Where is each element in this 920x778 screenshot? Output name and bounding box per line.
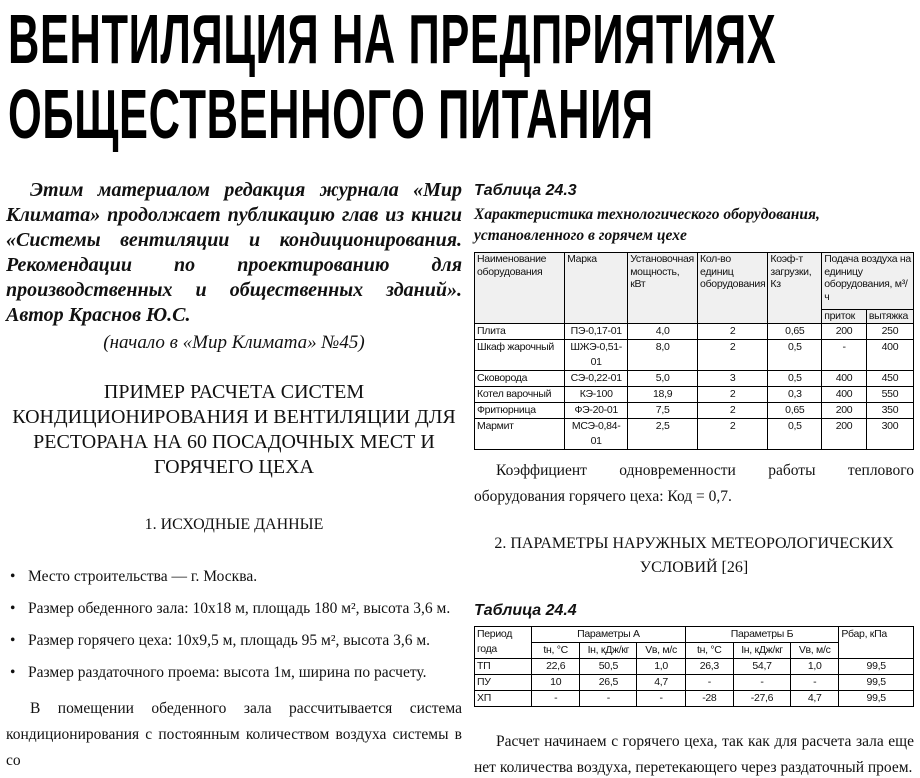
cell: 4,0 bbox=[628, 323, 698, 339]
table-row bbox=[475, 674, 914, 690]
example-heading: ПРИМЕР РАСЧЕТА СИСТЕМ КОНДИЦИОНИРОВАНИЯ И ВЕНТИЛЯЦИИ ДЛЯ РЕСТОРАНА НА 60 ПОСАДОЧНЫХ МЕСТ И ГОРЯЧЕГО ЦЕХА bbox=[12, 381, 456, 478]
list-item: • Место строительства — г. Москва. bbox=[6, 564, 462, 590]
cell: 450 bbox=[866, 370, 913, 386]
cell: 0,3 bbox=[768, 386, 822, 402]
cell: - bbox=[637, 690, 685, 706]
cell: 10 bbox=[532, 674, 580, 690]
table-24-4-caption: Таблица 24.4 bbox=[474, 601, 577, 619]
header-brand: Марка bbox=[565, 253, 628, 324]
cell: 18,9 bbox=[628, 386, 698, 402]
header-pressure: Pбар, кПа bbox=[839, 626, 914, 658]
cell: ХП bbox=[475, 690, 532, 706]
title-line-2: ОБЩЕСТВЕННОГО ПИТАНИЯ bbox=[8, 75, 654, 153]
table-header-row bbox=[475, 253, 914, 310]
cell: 2 bbox=[698, 418, 768, 449]
table-row bbox=[475, 323, 914, 339]
table-row bbox=[475, 402, 914, 418]
cell: 7,5 bbox=[628, 402, 698, 418]
table-header-row bbox=[475, 626, 914, 642]
cell: 4,7 bbox=[637, 674, 685, 690]
cell: 200 bbox=[822, 418, 867, 449]
cell: ФЭ-20-01 bbox=[565, 402, 628, 418]
climate-table bbox=[474, 626, 914, 707]
sub-header: Vв, м/с bbox=[637, 642, 685, 658]
section2-heading: 2. ПАРАМЕТРЫ НАРУЖНЫХ МЕТЕОРОЛОГИЧЕСКИХ УСЛОВИЙ [26] bbox=[494, 534, 894, 576]
cell: - bbox=[685, 674, 733, 690]
cell: 99,5 bbox=[839, 658, 914, 674]
cell: 200 bbox=[822, 323, 867, 339]
header-count: Кол-во единиц оборудования bbox=[698, 253, 768, 324]
cell: 99,5 bbox=[839, 690, 914, 706]
table-24-3-caption: Таблица 24.3 bbox=[474, 182, 577, 199]
cell: ПЭ-0,17-01 bbox=[565, 323, 628, 339]
cell: 22,6 bbox=[532, 658, 580, 674]
cell: 99,5 bbox=[839, 674, 914, 690]
sub-header: tн, °С bbox=[685, 642, 733, 658]
cell: Сковорода bbox=[475, 370, 565, 386]
header-name: Наименование оборудования bbox=[475, 253, 565, 324]
cell: 400 bbox=[866, 339, 913, 370]
table-row bbox=[475, 370, 914, 386]
cell: ШЖЭ-0,51-01 bbox=[565, 339, 628, 370]
cell: КЭ-100 bbox=[565, 386, 628, 402]
header-params-a: Параметры А bbox=[532, 626, 686, 642]
header-params-b: Параметры Б bbox=[685, 626, 839, 642]
cell: 2 bbox=[698, 339, 768, 370]
table-row bbox=[475, 690, 914, 706]
cell: 5,0 bbox=[628, 370, 698, 386]
cell: 550 bbox=[866, 386, 913, 402]
cell: ТП bbox=[475, 658, 532, 674]
table-row bbox=[475, 339, 914, 370]
left-column bbox=[6, 178, 462, 774]
sub-header: Iн, кДж/кг bbox=[580, 642, 637, 658]
table-row bbox=[475, 418, 914, 449]
section1-heading: 1. ИСХОДНЫЕ ДАННЫЕ bbox=[144, 516, 324, 533]
cell: 200 bbox=[822, 402, 867, 418]
cell: - bbox=[733, 674, 790, 690]
cell: - bbox=[580, 690, 637, 706]
article-title bbox=[8, 2, 776, 152]
header-load: Коэф-т загрузки, Кз bbox=[768, 253, 822, 324]
lead-source: (начало в «Мир Климата» №45) bbox=[103, 332, 365, 353]
sub-header: Iн, кДж/кг bbox=[733, 642, 790, 658]
cell: ПУ bbox=[475, 674, 532, 690]
cell: МСЭ-0,84-01 bbox=[565, 418, 628, 449]
cell: 400 bbox=[822, 386, 867, 402]
cell: 0,5 bbox=[768, 339, 822, 370]
header-air: Подача воздуха на единицу оборудования, м³/ч bbox=[822, 253, 914, 310]
cell: 400 bbox=[822, 370, 867, 386]
cell: 300 bbox=[866, 418, 913, 449]
sub-header: tн, °С bbox=[532, 642, 580, 658]
left-bottom-paragraph: В помещении обеденного зала рассчитывается система кондиционирования с постоянным количеством воздуха системы в со bbox=[6, 700, 462, 769]
initial-data-list bbox=[6, 564, 462, 686]
cell: 1,0 bbox=[637, 658, 685, 674]
cell: - bbox=[532, 690, 580, 706]
cell: 54,7 bbox=[733, 658, 790, 674]
sub-header: Vв, м/с bbox=[791, 642, 839, 658]
table-row bbox=[475, 386, 914, 402]
cell: 2 bbox=[698, 402, 768, 418]
list-item: • Размер горячего цеха: 10х9,5 м, площадь 95 м², высота 3,6 м. bbox=[6, 628, 462, 654]
cell: 0,65 bbox=[768, 323, 822, 339]
list-item: • Размер обеденного зала: 10х18 м, площадь 180 м², высота 3,6 м. bbox=[6, 596, 462, 622]
cell: 26,3 bbox=[685, 658, 733, 674]
cell: Котел варочный bbox=[475, 386, 565, 402]
cell: Мармит bbox=[475, 418, 565, 449]
cell: 0,5 bbox=[768, 418, 822, 449]
lead-paragraph: Этим материалом редакция журнала «Мир Климата» продолжает публикацию глав из книги «Системы вентиляции и кондиционирования. Рекомендации по проектированию для производственных и общественных зданий». Автор Краснов Ю.С. bbox=[6, 179, 462, 326]
title-line-1: ВЕНТИЛЯЦИЯ НА ПРЕДПРИЯТИЯХ bbox=[8, 0, 777, 78]
header-exhaust: вытяжка bbox=[866, 310, 913, 324]
equipment-table bbox=[474, 252, 914, 450]
cell: 4,7 bbox=[791, 690, 839, 706]
cell: 1,0 bbox=[791, 658, 839, 674]
cell: -28 bbox=[685, 690, 733, 706]
cell: 50,5 bbox=[580, 658, 637, 674]
table-row bbox=[475, 658, 914, 674]
cell: 0,5 bbox=[768, 370, 822, 386]
cell: Плита bbox=[475, 323, 565, 339]
header-period: Период года bbox=[475, 626, 532, 658]
cell: 8,0 bbox=[628, 339, 698, 370]
cell: СЭ-0,22-01 bbox=[565, 370, 628, 386]
cell: 250 bbox=[866, 323, 913, 339]
cell: Фритюрница bbox=[475, 402, 565, 418]
cell: - bbox=[822, 339, 867, 370]
cell: 2,5 bbox=[628, 418, 698, 449]
right-column bbox=[474, 182, 914, 778]
cell: 0,65 bbox=[768, 402, 822, 418]
header-power: Установочная мощность, кВт bbox=[628, 253, 698, 324]
cell: - bbox=[791, 674, 839, 690]
table-24-3-subtitle: Характеристика технологического оборудования, установленного в горячем цехе bbox=[474, 206, 820, 244]
cell: 26,5 bbox=[580, 674, 637, 690]
cell: Шкаф жарочный bbox=[475, 339, 565, 370]
list-item: • Размер раздаточного проема: высота 1м, ширина по расчету. bbox=[6, 660, 462, 686]
cell: -27,6 bbox=[733, 690, 790, 706]
header-supply: приток bbox=[822, 310, 867, 324]
coefficient-note: Коэффициент одновременности работы теплового оборудования горячего цеха: Код = 0,7. bbox=[474, 461, 914, 505]
cell: 350 bbox=[866, 402, 913, 418]
final-paragraph: Расчет начинаем с горячего цеха, так как для расчета зала еще нет количества воздуха, перетекающего через раздаточный проем. bbox=[474, 732, 914, 776]
cell: 3 bbox=[698, 370, 768, 386]
cell: 2 bbox=[698, 323, 768, 339]
cell: 2 bbox=[698, 386, 768, 402]
